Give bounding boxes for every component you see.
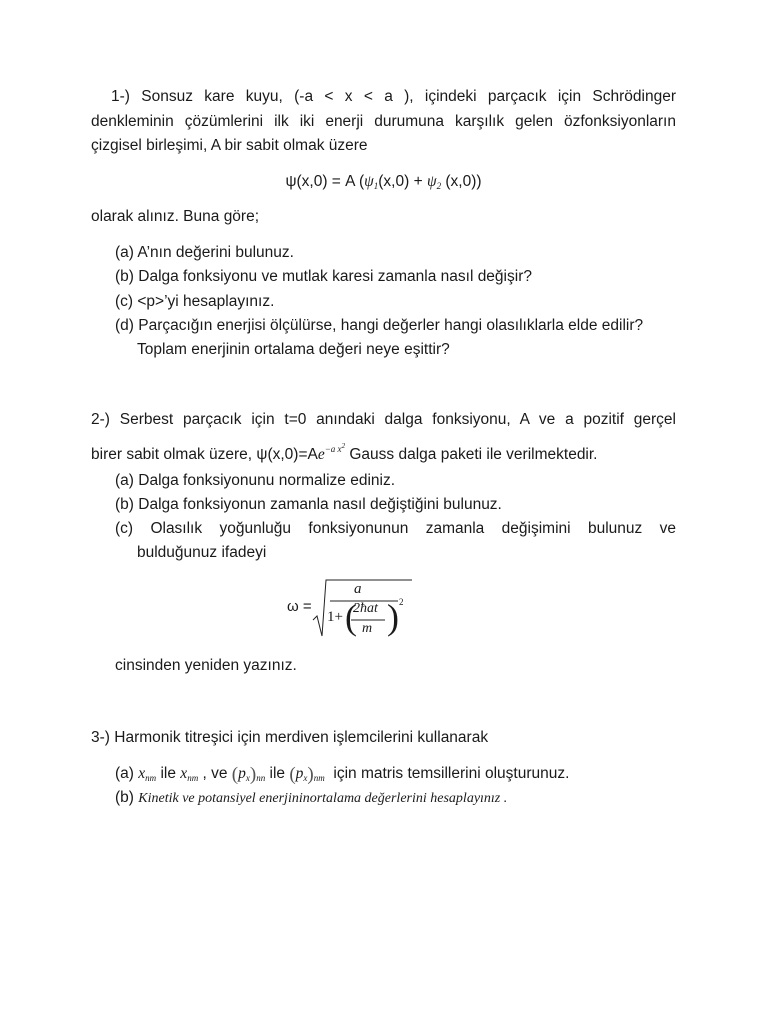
q1-line-2: denkleminin çözümlerini ilk iki enerji durumuna karşılık gelen özfonksiyonların	[91, 113, 676, 130]
q1-item-c: (c) <p>’yi hesaplayınız.	[115, 293, 275, 310]
page	[91, 0, 676, 1024]
q1-item-d-cont: Toplam enerjinin ortalama değeri neye eşittir?	[137, 341, 450, 358]
q1-line-3: çizgisel birleşimi, A bir sabit olmak üzere	[91, 137, 368, 154]
q3-item-a: (a) $x_{nm}$ ile $x_{nm}$ , ve $(p_x)_{nn}$ ile $(p_x)_{nm}$ için matris temsillerini oluşturunuz.	[115, 764, 570, 785]
q2-line-1: 2-) Serbest parçacık için t=0 anındaki dalga fonksiyonu, A ve a pozitif gerçel	[91, 411, 676, 428]
omega-formula: ω = a 1+ ( 2ħat m ) 2	[287, 574, 407, 644]
q1-item-b: (b) Dalga fonksiyonu ve mutlak karesi zamanla nasıl değişir?	[115, 268, 532, 285]
q2-item-b: (b) Dalga fonksiyonun zamanla nasıl değiştiğini bulunuz.	[115, 496, 502, 513]
q2-end: cinsinden yeniden yazınız.	[115, 657, 297, 674]
q1-line-1: 1-) Sonsuz kare kuyu, (-a < x < a ), içindeki parçacık için Schrödinger	[111, 88, 676, 105]
q2-item-a: (a) Dalga fonksiyonunu normalize ediniz.	[115, 472, 396, 489]
right-paren: )	[387, 597, 399, 637]
q2-item-c-cont: bulduğunuz ifadeyi	[137, 544, 267, 561]
q2-item-c: (c) Olasılık yoğunluğu fonksiyonunun zamanla değişimini bulunuz ve	[115, 520, 676, 537]
left-paren: (	[345, 597, 357, 637]
q1-item-a: (a) A’nın değerini bulunuz.	[115, 244, 294, 261]
q2-line-2: birer sabit olmak üzere, $\psi(x,0)=Ae^{-a x2}$ Gauss dalga paketi ile verilmektedir.	[91, 442, 598, 463]
q1-equation: ψ(x,0) = A ($\psi_1(x,0) + \psi_2$ (x,0))	[285, 173, 482, 191]
q1-line-4: olarak alınız. Buna göre;	[91, 208, 260, 225]
q3-item-b: (b) Kinetik ve potansiyel enerjininortalama değerlerini hesaplayınız .	[115, 789, 508, 806]
q1-item-d: (d) Parçacığın enerjisi ölçülürse, hangi değerler hangi olasılıklarla elde edilir?	[115, 317, 644, 334]
q3-line-1: 3-) Harmonik titreşici için merdiven işlemcilerini kullanarak	[91, 729, 489, 746]
